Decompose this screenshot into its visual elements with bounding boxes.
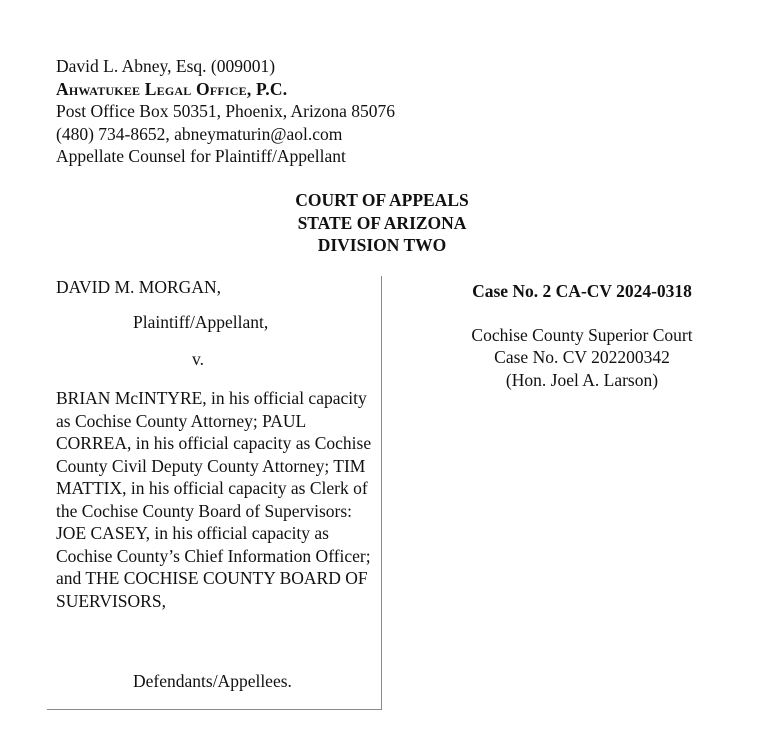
counsel-address: Post Office Box 50351, Phoenix, Arizona 85076 (56, 101, 395, 121)
defendants-list: BRIAN McINTYRE, in his official capacity as Cochise County Attorney; PAUL CORREA, in his official capacity as Cochise County Civil Deputy County Attorney; TIM MATTIX, in his official capacity as Clerk of the Cochise County Board of Supervisors: JOE CASEY, in his official capacity as Cochise County’s Chief Information Officer; and THE COCHISE COUNTY BOARD OF SUERVISORS, (56, 388, 372, 611)
appeal-case-number: Case No. 2 CA-CV 2024-0318 (472, 281, 692, 301)
case-info-block (400, 280, 764, 391)
court-state: STATE OF ARIZONA (297, 212, 467, 233)
court-heading (0, 189, 764, 257)
defendants-role: Defendants/Appellees. (133, 671, 292, 691)
court-division: DIVISION TWO (317, 235, 447, 255)
law-firm-name: Ahwatukee Legal Office, P.C. (56, 78, 288, 99)
lower-court-name: Cochise County Superior Court (471, 324, 693, 345)
plaintiff-name: DAVID M. MORGAN, (56, 277, 221, 297)
versus-label: v. (192, 349, 204, 369)
plaintiff-role: Plaintiff/Appellant, (133, 312, 269, 332)
court-name: COURT OF APPEALS (295, 190, 469, 210)
lower-court-case-number: Case No. CV 202200342 (494, 347, 670, 367)
judge-name: (Hon. Joel A. Larson) (505, 369, 659, 390)
counsel-name: David L. Abney, Esq. (009001) (56, 56, 276, 76)
counsel-block (56, 55, 395, 168)
counsel-contact: (480) 734-8652, abneymaturin@aol.com (56, 123, 343, 144)
counsel-role: Appellate Counsel for Plaintiff/Appellant (56, 146, 346, 166)
case-caption-box (47, 276, 382, 710)
